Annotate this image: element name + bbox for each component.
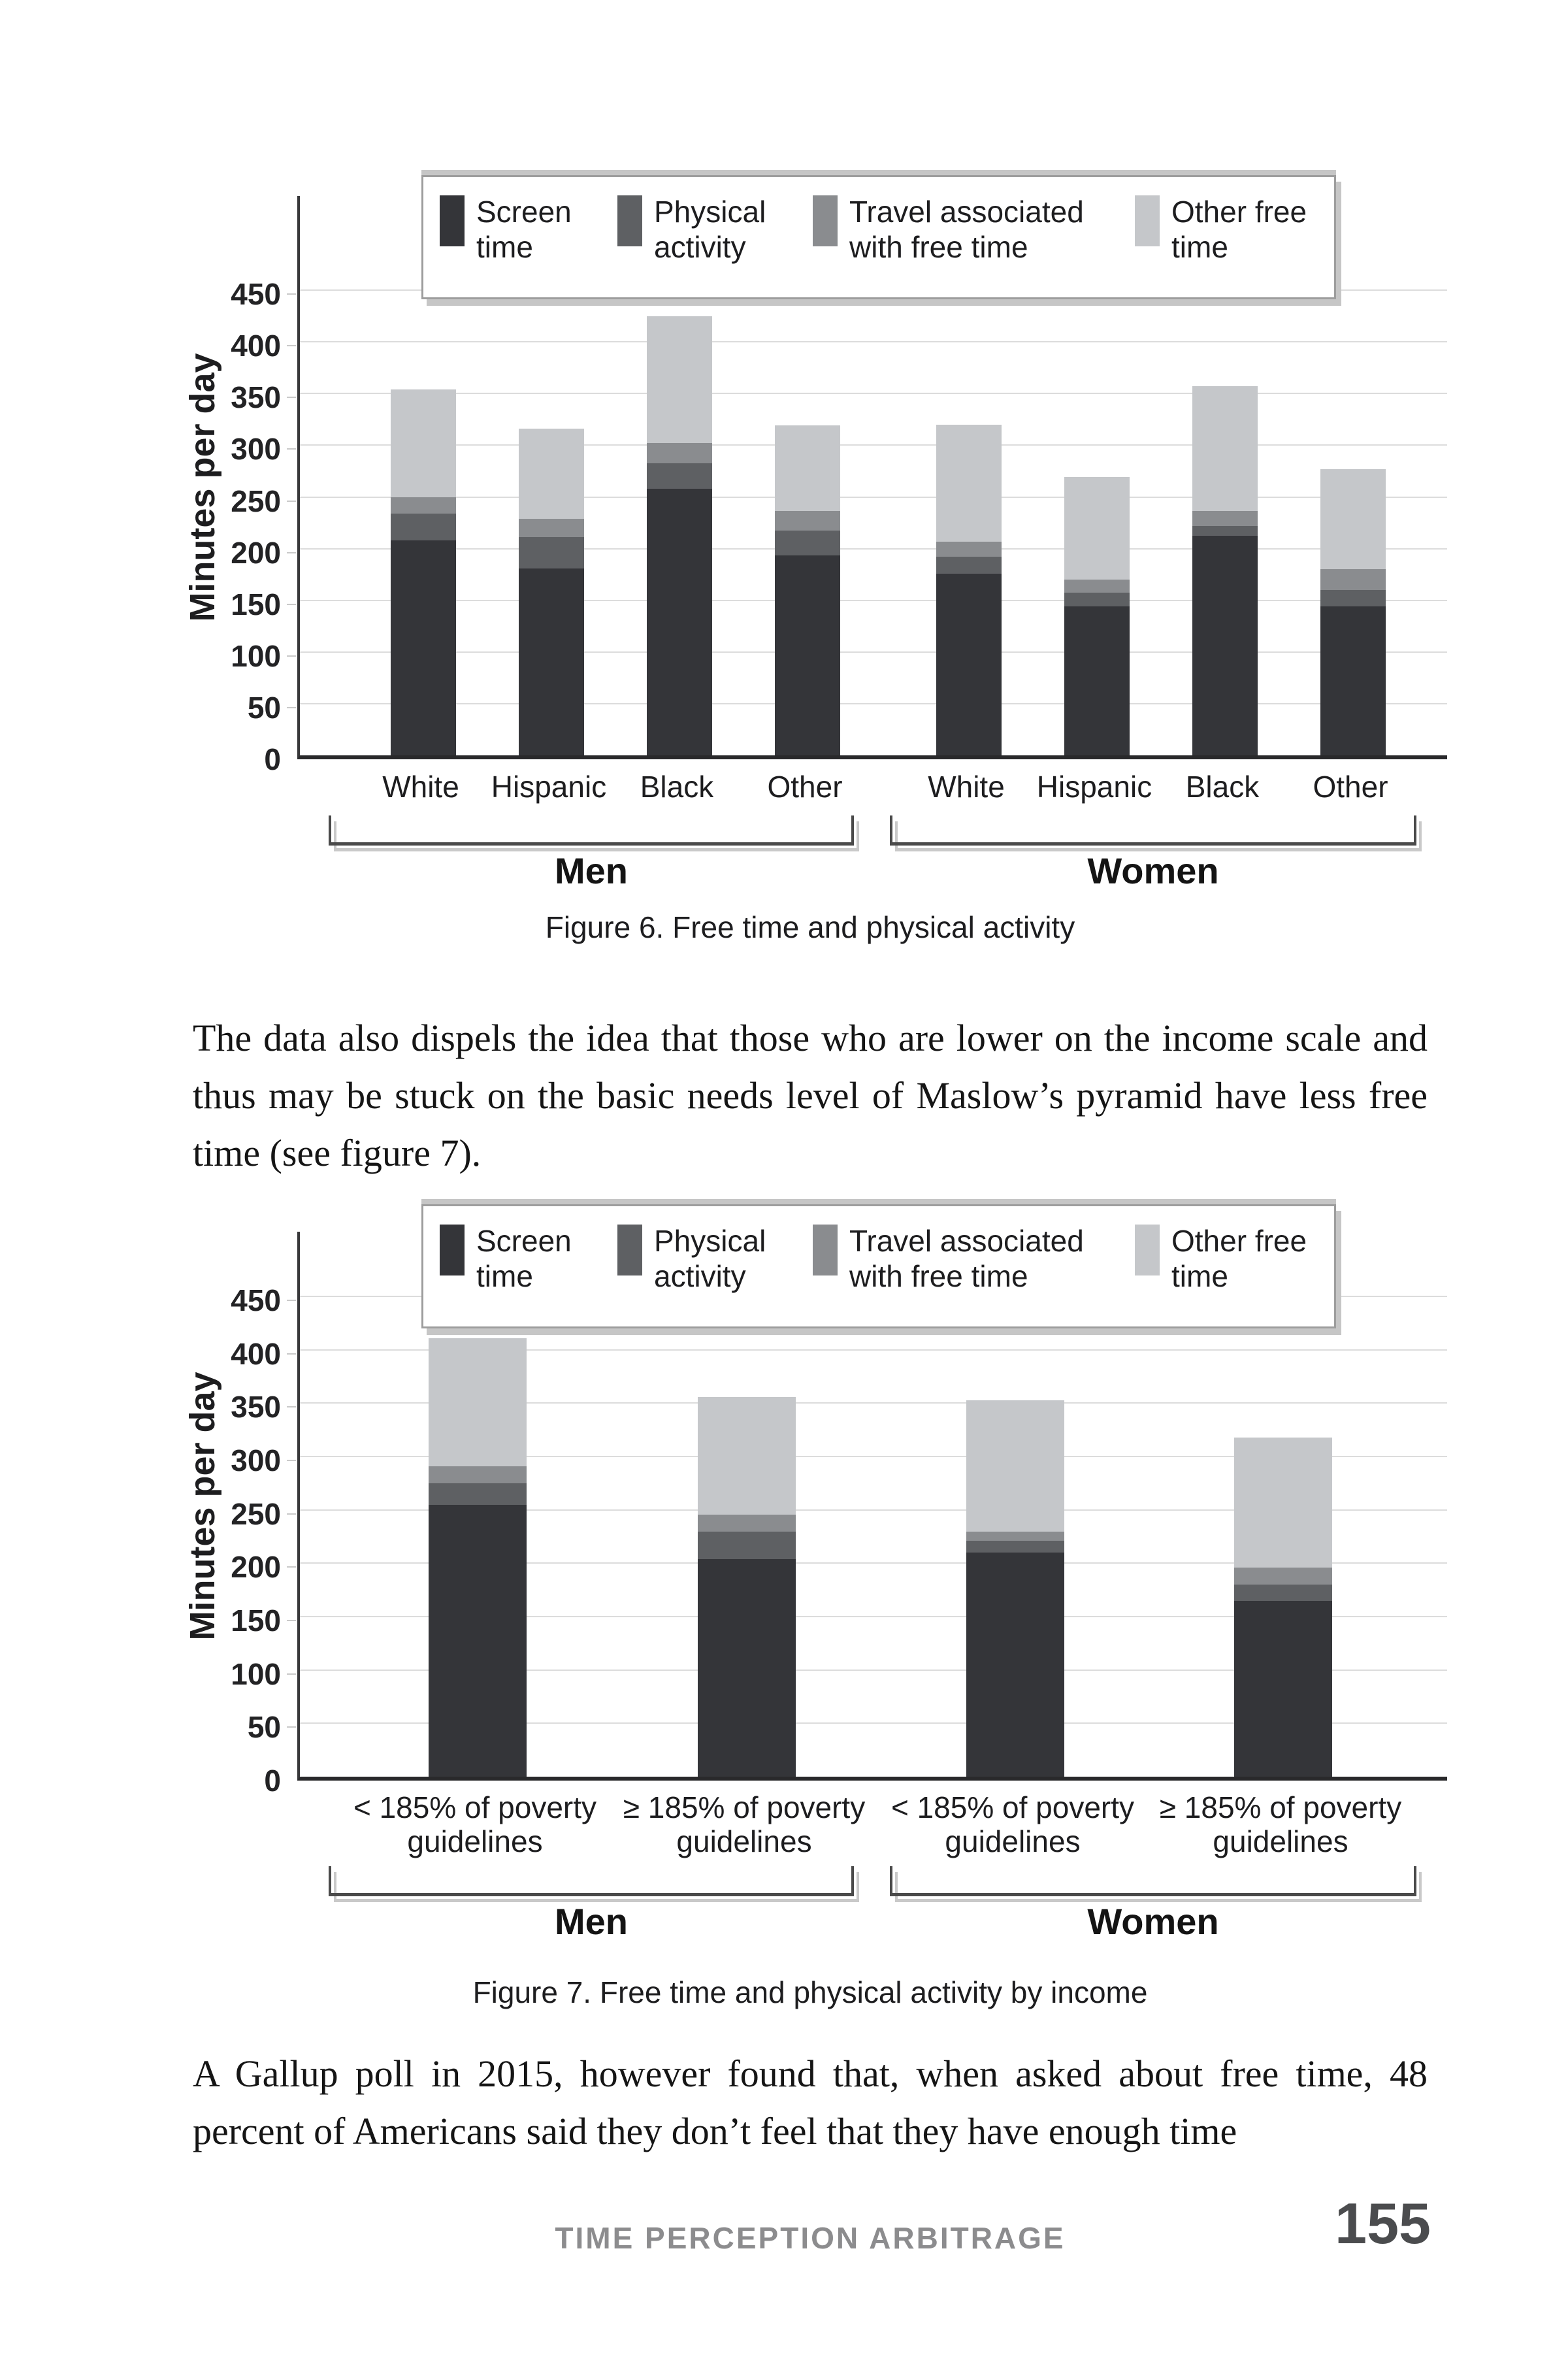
bar-segment-physical-activity bbox=[775, 531, 840, 555]
x-category-label: Black bbox=[640, 770, 714, 804]
x-category-label bbox=[872, 1790, 1153, 1858]
bar-segment-screen-time bbox=[1192, 536, 1258, 755]
x-category-label: Hispanic bbox=[1036, 770, 1152, 804]
legend-label-3 bbox=[849, 1223, 1084, 1294]
y-tick-label-450: 450 bbox=[231, 1283, 281, 1318]
chart-legend bbox=[421, 175, 1336, 299]
stacked-bar-2 bbox=[519, 429, 584, 755]
legend-label-line: Screen bbox=[476, 1224, 572, 1258]
axis-tick-300 bbox=[287, 448, 296, 450]
bar-segment-other-free-time bbox=[966, 1400, 1064, 1532]
legend-label-line: activity bbox=[654, 1259, 746, 1293]
legend-label-line: time bbox=[1171, 1259, 1228, 1293]
bar-segment-physical-activity bbox=[698, 1532, 796, 1559]
bar-segment-other-free-time bbox=[698, 1397, 796, 1515]
page-number: 155 bbox=[1335, 2191, 1431, 2256]
x-category-label: Other bbox=[767, 770, 843, 804]
axis-tick-100 bbox=[287, 1673, 296, 1675]
y-tick-label-300: 300 bbox=[231, 1443, 281, 1478]
axis-tick-150 bbox=[287, 604, 296, 605]
legend-label-line: time bbox=[476, 230, 533, 264]
stacked-bar-4 bbox=[775, 425, 840, 755]
x-category-label: Black bbox=[1185, 770, 1260, 804]
x-category-label: White bbox=[382, 770, 459, 804]
x-category-label bbox=[604, 1790, 885, 1858]
bar-segment-physical-activity bbox=[1234, 1585, 1332, 1600]
legend-label-line: Physical bbox=[654, 1224, 766, 1258]
legend-label-line: Screen bbox=[476, 195, 572, 229]
stacked-bar-4 bbox=[1234, 1438, 1332, 1777]
x-category-label-line: guidelines bbox=[407, 1824, 543, 1858]
group-label-men: Men bbox=[555, 1901, 628, 1942]
bar-segment-other-free-time bbox=[429, 1338, 527, 1466]
bar-segment-screen-time bbox=[1320, 606, 1386, 755]
stacked-bar-6 bbox=[1064, 477, 1130, 755]
gridline-250 bbox=[300, 497, 1447, 498]
axis-tick-250 bbox=[287, 1513, 296, 1515]
chart-legend bbox=[421, 1204, 1336, 1328]
bar-segment-screen-time bbox=[1234, 1601, 1332, 1777]
bar-segment-physical-activity bbox=[966, 1541, 1064, 1553]
stacked-bar-3 bbox=[966, 1400, 1064, 1777]
bar-segment-other-free-time bbox=[647, 316, 712, 443]
group-label-women: Women bbox=[1087, 850, 1219, 891]
stacked-bar-2 bbox=[698, 1397, 796, 1777]
bar-segment-travel-associated-with-free-time bbox=[519, 519, 584, 537]
y-tick-label-150: 150 bbox=[231, 1604, 281, 1638]
bar-segment-physical-activity bbox=[647, 463, 712, 489]
bar-segment-other-free-time bbox=[1064, 477, 1130, 580]
axis-tick-50 bbox=[287, 1726, 296, 1728]
bar-segment-physical-activity bbox=[429, 1483, 527, 1505]
y-tick-label-350: 350 bbox=[231, 1390, 281, 1424]
bar-segment-physical-activity bbox=[1320, 590, 1386, 606]
group-bracket-women bbox=[890, 815, 1416, 846]
bar-segment-screen-time bbox=[775, 555, 840, 755]
y-tick-label-400: 400 bbox=[231, 1336, 281, 1371]
stacked-bar-5 bbox=[936, 425, 1002, 755]
bar-segment-travel-associated-with-free-time bbox=[936, 542, 1002, 557]
legend-label-line: with free time bbox=[849, 1259, 1028, 1293]
bracket-line bbox=[890, 815, 1416, 846]
legend-swatch-2 bbox=[617, 195, 642, 246]
y-tick-label-0: 0 bbox=[264, 742, 281, 776]
legend-label-2 bbox=[654, 1223, 766, 1294]
axis-tick-50 bbox=[287, 707, 296, 708]
legend-label-line: time bbox=[476, 1259, 533, 1293]
stacked-bar-3 bbox=[647, 316, 712, 755]
stacked-bar-1 bbox=[429, 1338, 527, 1777]
bar-segment-travel-associated-with-free-time bbox=[775, 511, 840, 531]
bar-segment-screen-time bbox=[698, 1559, 796, 1777]
legend-label-4 bbox=[1171, 194, 1307, 265]
x-category-label bbox=[1140, 1790, 1421, 1858]
x-category-label: Hispanic bbox=[491, 770, 607, 804]
bar-segment-travel-associated-with-free-time bbox=[391, 497, 456, 514]
stacked-bar-1 bbox=[391, 389, 456, 755]
y-tick-label-50: 50 bbox=[247, 1710, 281, 1745]
group-label-women: Women bbox=[1087, 1901, 1219, 1942]
y-tick-label-450: 450 bbox=[231, 277, 281, 312]
figure-caption: Figure 6. Free time and physical activity bbox=[545, 910, 1075, 944]
y-tick-label-0: 0 bbox=[264, 1764, 281, 1798]
legend-label-4 bbox=[1171, 1223, 1307, 1294]
x-category-label-line: ≥ 185% of poverty bbox=[1159, 1790, 1402, 1824]
gridline-100 bbox=[300, 651, 1447, 653]
axis-tick-350 bbox=[287, 397, 296, 398]
gridline-200 bbox=[300, 548, 1447, 550]
bar-segment-travel-associated-with-free-time bbox=[1192, 511, 1258, 525]
x-category-label-line: < 185% of poverty bbox=[890, 1790, 1135, 1824]
y-tick-label-250: 250 bbox=[231, 1496, 281, 1531]
gridline-400 bbox=[300, 341, 1447, 342]
bar-segment-travel-associated-with-free-time bbox=[647, 443, 712, 463]
x-category-label bbox=[335, 1790, 615, 1858]
bar-segment-travel-associated-with-free-time bbox=[966, 1532, 1064, 1541]
bar-segment-other-free-time bbox=[519, 429, 584, 519]
x-category-label-line: < 185% of poverty bbox=[353, 1790, 597, 1824]
running-footer: TIME PERCEPTION ARBITRAGE bbox=[555, 2221, 1066, 2255]
axis-tick-200 bbox=[287, 1566, 296, 1568]
bar-segment-other-free-time bbox=[1234, 1438, 1332, 1568]
axis-tick-400 bbox=[287, 1353, 296, 1355]
axis-tick-150 bbox=[287, 1620, 296, 1621]
legend-swatch-1 bbox=[440, 1225, 465, 1275]
bar-segment-screen-time bbox=[391, 540, 456, 755]
bar-segment-travel-associated-with-free-time bbox=[429, 1466, 527, 1483]
bracket-line bbox=[890, 1866, 1416, 1896]
bar-segment-screen-time bbox=[519, 568, 584, 755]
bar-segment-physical-activity bbox=[391, 514, 456, 540]
y-tick-label-150: 150 bbox=[231, 587, 281, 621]
bar-segment-physical-activity bbox=[1192, 526, 1258, 536]
axis-tick-300 bbox=[287, 1460, 296, 1461]
bar-segment-screen-time bbox=[429, 1505, 527, 1777]
bar-segment-screen-time bbox=[966, 1553, 1064, 1777]
legend-label-1 bbox=[476, 1223, 572, 1294]
legend-label-line: activity bbox=[654, 230, 746, 264]
y-tick-label-100: 100 bbox=[231, 1656, 281, 1691]
x-category-label: White bbox=[928, 770, 1005, 804]
axis-tick-200 bbox=[287, 552, 296, 553]
axis-tick-450 bbox=[287, 1300, 296, 1301]
legend-swatch-4 bbox=[1135, 1225, 1160, 1275]
axis-tick-350 bbox=[287, 1406, 296, 1407]
x-category-label: Other bbox=[1313, 770, 1388, 804]
group-bracket-men bbox=[329, 1866, 854, 1896]
x-category-label-line: guidelines bbox=[945, 1824, 1081, 1858]
gridline-350 bbox=[300, 393, 1447, 394]
legend-label-line: Travel associated bbox=[849, 1224, 1084, 1258]
x-category-label-line: ≥ 185% of poverty bbox=[623, 1790, 866, 1824]
bar-segment-other-free-time bbox=[391, 389, 456, 497]
legend-label-line: time bbox=[1171, 230, 1228, 264]
legend-swatch-3 bbox=[813, 195, 838, 246]
bar-segment-travel-associated-with-free-time bbox=[1320, 569, 1386, 590]
legend-label-line: Travel associated bbox=[849, 195, 1084, 229]
legend-label-3 bbox=[849, 194, 1084, 265]
bar-segment-travel-associated-with-free-time bbox=[1234, 1568, 1332, 1585]
group-bracket-women bbox=[890, 1866, 1416, 1896]
legend-label-line: Other free bbox=[1171, 195, 1307, 229]
legend-label-line: Other free bbox=[1171, 1224, 1307, 1258]
paragraph-income-scale: The data also dispels the idea that those who are lower on the income scale and thus may be stuck on the basic needs level of Maslow’s pyramid have less free time (see figure 7). bbox=[193, 1017, 1428, 1174]
figure-caption: Figure 7. Free time and physical activity by income bbox=[472, 1975, 1148, 2009]
axis-tick-100 bbox=[287, 655, 296, 657]
x-category-label-line: guidelines bbox=[1213, 1824, 1348, 1858]
bar-segment-other-free-time bbox=[936, 425, 1002, 542]
bar-segment-screen-time bbox=[1064, 606, 1130, 755]
y-tick-label-50: 50 bbox=[247, 690, 281, 725]
axis-tick-400 bbox=[287, 345, 296, 346]
bar-segment-other-free-time bbox=[1192, 386, 1258, 511]
bar-segment-physical-activity bbox=[936, 557, 1002, 573]
bar-segment-physical-activity bbox=[1064, 593, 1130, 606]
bar-segment-travel-associated-with-free-time bbox=[1064, 580, 1130, 593]
bar-segment-screen-time bbox=[936, 574, 1002, 755]
stacked-bar-7 bbox=[1192, 386, 1258, 755]
y-tick-label-100: 100 bbox=[231, 638, 281, 673]
gridline-50 bbox=[300, 703, 1447, 704]
y-tick-label-200: 200 bbox=[231, 1550, 281, 1585]
axis-tick-450 bbox=[287, 293, 296, 295]
y-tick-label-400: 400 bbox=[231, 329, 281, 363]
gridline-150 bbox=[300, 600, 1447, 601]
y-tick-label-250: 250 bbox=[231, 484, 281, 518]
group-bracket-men bbox=[329, 815, 854, 846]
bar-segment-physical-activity bbox=[519, 537, 584, 568]
bar-segment-screen-time bbox=[647, 489, 712, 755]
y-tick-label-350: 350 bbox=[231, 380, 281, 415]
group-label-men: Men bbox=[555, 850, 628, 891]
legend-label-line: with free time bbox=[849, 230, 1028, 264]
legend-label-1 bbox=[476, 194, 572, 265]
bar-segment-other-free-time bbox=[775, 425, 840, 511]
legend-swatch-4 bbox=[1135, 195, 1160, 246]
x-category-label-line: guidelines bbox=[676, 1824, 812, 1858]
y-tick-label-200: 200 bbox=[231, 535, 281, 570]
legend-label-line: Physical bbox=[654, 195, 766, 229]
y-tick-label-300: 300 bbox=[231, 432, 281, 467]
legend-label-2 bbox=[654, 194, 766, 265]
gridline-300 bbox=[300, 444, 1447, 446]
paragraph-gallup-poll: A Gallup poll in 2015, however found that, when asked about free time, 48 percent of Americans said they don’t feel that they have enough time bbox=[193, 2052, 1428, 2152]
legend-swatch-3 bbox=[813, 1225, 838, 1275]
bar-segment-other-free-time bbox=[1320, 469, 1386, 569]
y-axis-label: Minutes per day bbox=[183, 353, 222, 622]
stacked-bar-8 bbox=[1320, 469, 1386, 755]
bracket-line bbox=[329, 815, 854, 846]
legend-swatch-1 bbox=[440, 195, 465, 246]
bracket-line bbox=[329, 1866, 854, 1896]
axis-tick-250 bbox=[287, 501, 296, 502]
y-axis-label: Minutes per day bbox=[183, 1372, 222, 1641]
legend-swatch-2 bbox=[617, 1225, 642, 1275]
bar-segment-travel-associated-with-free-time bbox=[698, 1515, 796, 1532]
